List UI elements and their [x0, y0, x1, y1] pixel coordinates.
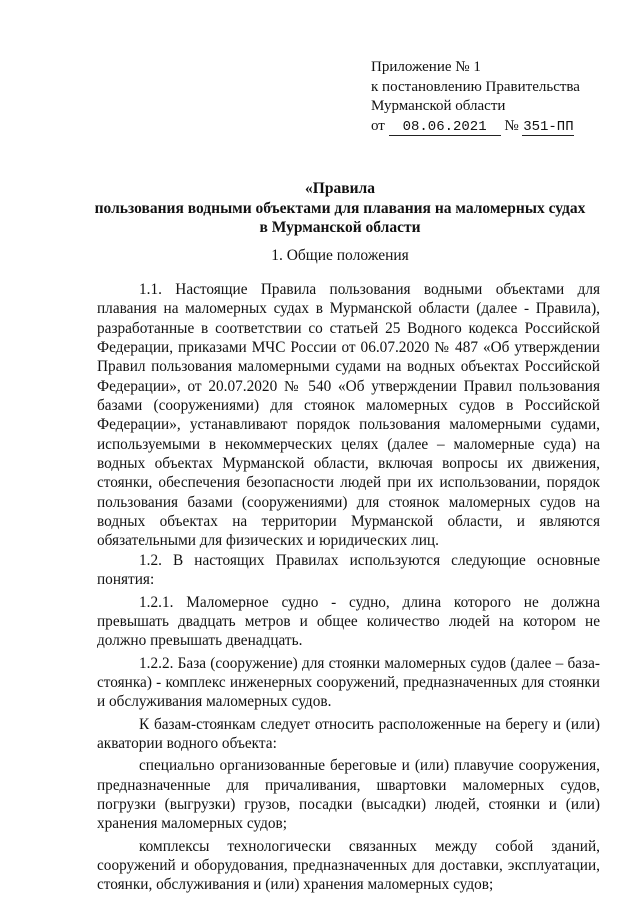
- title-line-1: «Правила: [305, 180, 375, 197]
- document-body: [97, 280, 600, 895]
- appendix-line-2: к постановлению Правительства: [371, 78, 580, 95]
- appendix-date-line: [371, 117, 580, 137]
- resolution-date: 08.06.2021: [389, 120, 501, 136]
- paragraph-complexes: комплексы технологически связанных между собой зданий, сооружений и оборудования, предназначенных для доставки, эксплуатации, стоянки, обслуживания и (или) хранения маломерных судов;: [97, 837, 600, 894]
- appendix-line-1: Приложение № 1: [371, 59, 481, 75]
- number-label: №: [504, 117, 519, 134]
- resolution-number: 351-ПП: [523, 118, 574, 135]
- paragraph-structures: специально организованные береговые и (или) плавучие сооружения, предназначенные для причаливания, швартовки маломерных судов, погрузки (выгрузки) грузов, посадки (высадки) людей, стоянки и (или) хранения маломерных судов;: [97, 757, 600, 833]
- paragraph-1-2-1: 1.2.1. Маломерное судно - судно, длина которого не должна превышать двадцать метров и общее количество людей на котором не должно превышать двенадцать.: [97, 593, 600, 650]
- paragraph-1-2: 1.2. В настоящих Правилах используются следующие основные понятия:: [97, 551, 600, 589]
- paragraph-bases: К базам-стоянкам следует относить расположенные на берегу и (или) акватории водного объекта:: [97, 715, 600, 752]
- paragraph-1-1: 1.1. Настоящие Правила пользования водными объектами для плавания на маломерных судах в Мурманской области (далее - Правила), разработанные в соответствии со статьей 25 Водного кодекса Российской Федерации, приказами МЧС России от 06.07.2020 № 487 «Об утверждении Правил пользования маломерными судами на водных объектах Российской Федерации», от 20.07.2020 № 540 «Об утверждении Правил пользования базами (сооружениями) для стоянок маломерных судов в Российской Федерации», устанавливают порядок пользования маломерными судами, используемыми в некоммерческих целях (далее – маломерные суда) на водных объектах Мурманской области, включая вопросы их движения, стоянки, обеспечения безопасности людей при их использовании, порядок пользования базами (сооружениями) для стоянок маломерных судов на водных объектах на территории Мурманской области, и являются обязательными для физических и юридических лиц.: [97, 281, 600, 550]
- title-line-3: в Мурманской области: [259, 219, 421, 236]
- appendix-line-3: Мурманской области: [371, 98, 506, 114]
- title-line-2: пользования водными объектами для плавания на маломерных судах: [94, 199, 586, 217]
- section-heading: 1. Общие положения: [271, 247, 409, 264]
- appendix-block: [371, 58, 580, 136]
- paragraph-1-2-2: 1.2.2. База (сооружение) для стоянки маломерных судов (далее – база-стоянка) - комплекс инженерных сооружений, предназначенных для стоянки и обслуживания маломерных судов.: [97, 654, 600, 711]
- from-label: от: [371, 117, 385, 134]
- document-title: [80, 179, 600, 238]
